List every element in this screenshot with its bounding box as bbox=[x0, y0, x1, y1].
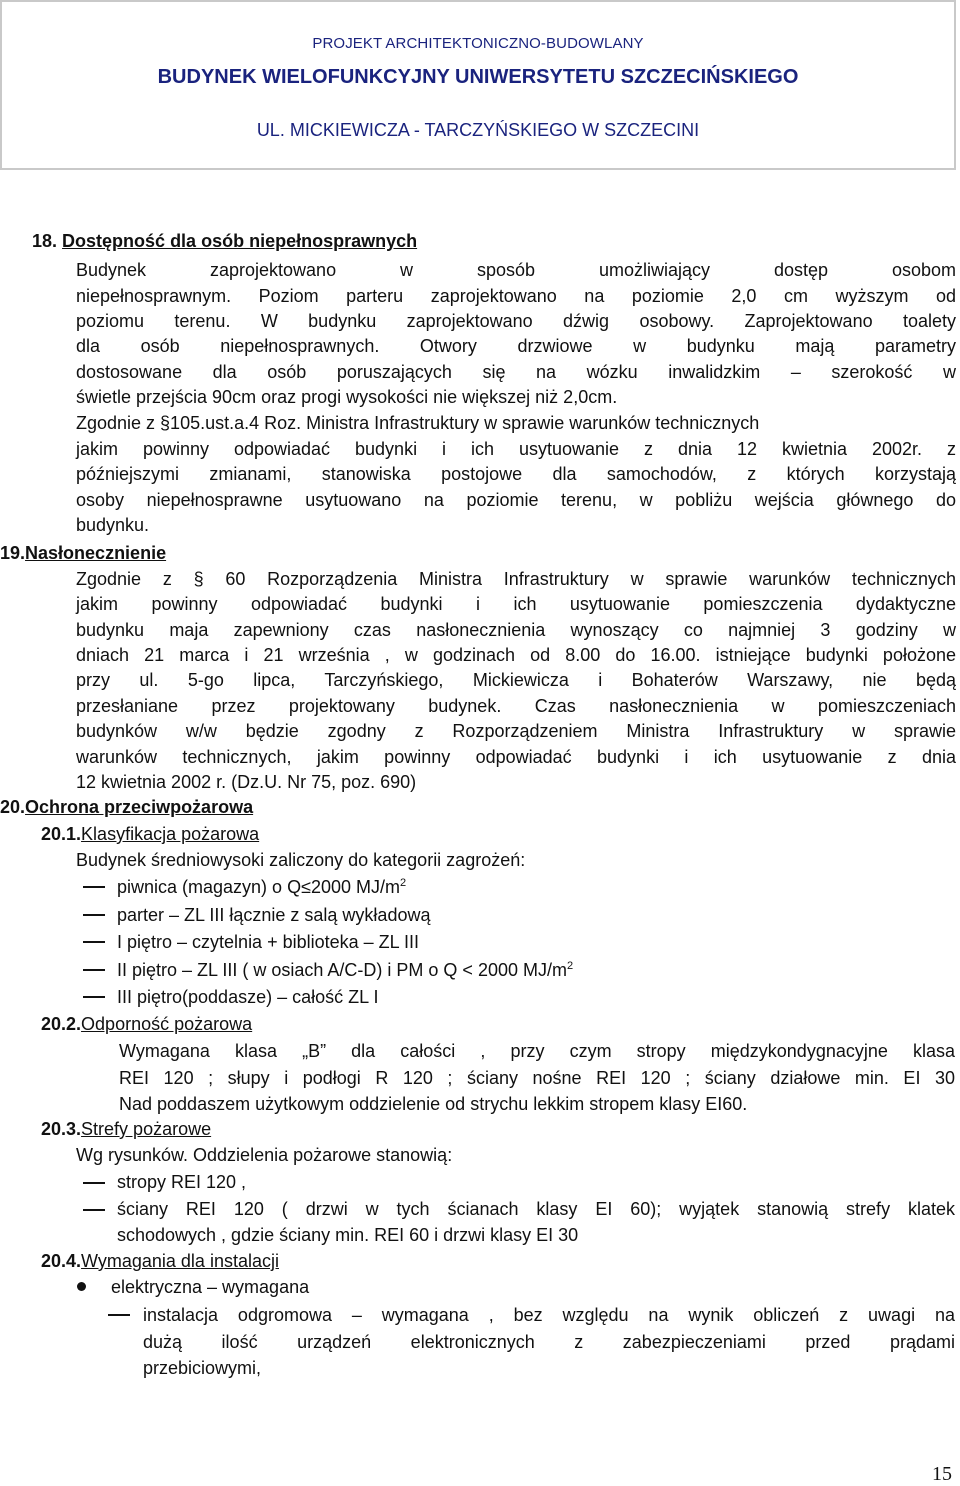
list-item: ściany REI 120 ( drzwi w tych ścianach klasy EI 60); wyjątek stanowią strefy klatek bbox=[117, 1199, 955, 1219]
section-19-line: przesłaniane przez projektowany budynek. Czas nasłonecznienia w pomieszczeniach bbox=[76, 696, 956, 716]
section-19-title: Nasłonecznienie bbox=[25, 543, 167, 563]
list-item: II piętro – ZL III ( w osiach A/C-D) i PM o Q < 2000 $MJ/m^2$ bbox=[117, 960, 574, 980]
section-18-line: Budynek zaprojektowano w sposób umożliwiający dostęp osobom bbox=[76, 260, 956, 280]
dash-bullet-icon bbox=[83, 969, 105, 971]
dash-bullet-icon bbox=[83, 1182, 105, 1184]
subsection-20-1-title: Klasyfikacja pożarowa bbox=[81, 824, 260, 844]
page-number: 15 bbox=[932, 1463, 952, 1485]
subsection-20-1-heading bbox=[41, 823, 259, 845]
list-item-continuation: dużą ilość urządzeń elektronicznych z zabezpieczeniami przed prądami bbox=[143, 1332, 955, 1352]
section-19-number: 19. bbox=[0, 543, 26, 563]
section-19-heading bbox=[0, 542, 166, 564]
section-19-line: przy ul. 5-go lipca, Tarczyńskiego, Mickiewicza i Bohaterów Warszawy, nie będą bbox=[76, 670, 956, 690]
list-item: III piętro(poddasze) – całość ZL I bbox=[117, 987, 379, 1007]
section-18-heading bbox=[32, 230, 417, 252]
section-19-line: warunków technicznych, jakim powinny odpowiadać budynki i ich usytuowanie z dnia bbox=[76, 747, 956, 767]
section-18-line: dostosowane dla osób poruszających się na wózku inwalidzkim – szerokość w bbox=[76, 362, 956, 382]
subsection-20-4-title: Wymagania dla instalacji bbox=[81, 1251, 279, 1271]
section-18-line: dla osób niepełnosprawnych. Otwory drzwiowe w budynku mają parametry bbox=[76, 336, 956, 356]
section-20-title: Ochrona przeciwpożarowa bbox=[25, 797, 254, 817]
section-19-line: Zgodnie z § 60 Rozporządzenia Ministra Infrastruktury w sprawie warunków technicznych bbox=[76, 569, 956, 589]
dash-bullet-icon bbox=[83, 996, 105, 998]
section-19-line: dniach 21 marca i 21 września , w godzinach od 8.00 do 16.00. istniejące budynki położone bbox=[76, 645, 956, 665]
section-18-number: 18. bbox=[32, 231, 58, 251]
section-19-line: jakim powinny odpowiadać budynki i ich usytuowanie pomieszczenia dydaktyczne bbox=[76, 594, 956, 614]
subsection-20-3-number: 20.3. bbox=[41, 1119, 82, 1139]
section-20-heading bbox=[0, 796, 253, 818]
dash-bullet-icon bbox=[83, 886, 105, 888]
subsection-20-2-line: REI 120 ; słupy i podłogi R 120 ; ściany nośne REI 120 ; ściany działowe min. EI 30 bbox=[119, 1068, 955, 1088]
subsection-20-2-number: 20.2. bbox=[41, 1014, 82, 1034]
section-19-line: budynków w/w będzie zgodny z Rozporządzeniem Ministra Infrastruktury w sprawie bbox=[76, 721, 956, 741]
dash-bullet-icon bbox=[83, 914, 105, 916]
section-18-line: poziomu terenu. W budynku zaprojektowano dźwig osobowy. Zaprojektowano toalety bbox=[76, 311, 956, 331]
subsection-20-2-line: Nad poddaszem użytkowym oddzielenie od strychu lekkim stropem klasy EI60. bbox=[119, 1094, 748, 1114]
dash-bullet-icon bbox=[108, 1314, 130, 1316]
section-20-number: 20. bbox=[0, 797, 26, 817]
list-item: instalacja odgromowa – wymagana , bez względu na wynik obliczeń z uwagi na bbox=[143, 1305, 955, 1325]
subsection-20-3-title: Strefy pożarowe bbox=[81, 1119, 212, 1139]
subsection-20-1-intro: Budynek średniowysoki zaliczony do kategorii zagrożeń: bbox=[76, 850, 526, 870]
round-bullet-icon bbox=[77, 1282, 86, 1291]
bullet-item: elektryczna – wymagana bbox=[111, 1277, 310, 1297]
section-18-line: niepełnosprawnym. Poziom parteru zaprojektowano na poziomie 2,0 cm wyższym od bbox=[76, 286, 956, 306]
subsection-20-1-number: 20.1. bbox=[41, 824, 82, 844]
subsection-20-4-number: 20.4. bbox=[41, 1251, 82, 1271]
section-18-line: jakim powinny odpowiadać budynki i ich usytuowanie z dnia 12 kwietnia 2002r. z bbox=[76, 439, 956, 459]
section-19-line: 12 kwietnia 2002 r. (Dz.U. Nr 75, poz. 690) bbox=[76, 772, 417, 792]
list-item-continuation: przebiciowymi, bbox=[143, 1358, 262, 1378]
section-19-line: budynku maja zapewniony czas nasłonecznienia wynoszący co najmniej 3 godziny w bbox=[76, 620, 956, 640]
list-item: stropy REI 120 , bbox=[117, 1172, 247, 1192]
document-header bbox=[0, 0, 956, 170]
header-project-type: PROJEKT ARCHITEKTONICZNO-BUDOWLANY bbox=[312, 35, 644, 52]
list-item: parter – ZL III łącznie z salą wykładową bbox=[117, 905, 431, 925]
list-item-continuation: schodowych , gdzie ściany min. REI 60 i drzwi klasy EI 30 bbox=[117, 1225, 579, 1245]
list-item: I piętro – czytelnia + biblioteka – ZL III bbox=[117, 932, 419, 952]
section-18-line: budynku. bbox=[76, 515, 150, 535]
section-18-line: Zgodnie z §105.ust.a.4 Roz. Ministra Infrastruktury w sprawie warunków technicznych bbox=[76, 413, 760, 433]
subsection-20-4-heading bbox=[41, 1250, 279, 1272]
subsection-20-2-heading bbox=[41, 1013, 252, 1035]
section-18-line: późniejszymi zmianami, stanowiska postojowe dla samochodów, z których korzystają bbox=[76, 464, 956, 484]
dash-bullet-icon bbox=[83, 941, 105, 943]
subsection-20-3-intro: Wg rysunków. Oddzielenia pożarowe stanowią: bbox=[76, 1145, 453, 1165]
header-address: UL. MICKIEWICZA - TARCZYŃSKIEGO W SZCZECINI bbox=[256, 120, 700, 140]
subsection-20-2-line: Wymagana klasa „B” dla całości , przy czym stropy międzykondygnacyjne klasa bbox=[119, 1041, 955, 1061]
list-item: piwnica (magazyn) o Q≤2000 $MJ/m^2$ bbox=[117, 877, 407, 897]
dash-bullet-icon bbox=[83, 1209, 105, 1211]
section-18-line: osoby niepełnosprawne usytuowano na poziomie terenu, w pobliżu wejścia głównego do bbox=[76, 490, 956, 510]
header-building-name: BUDYNEK WIELOFUNKCYJNY UNIWERSYTETU SZCZECIŃSKIEGO bbox=[157, 66, 799, 88]
subsection-20-2-title: Odporność pożarowa bbox=[81, 1014, 253, 1034]
section-18-title: Dostępność dla osób niepełnosprawnych bbox=[62, 231, 418, 251]
section-18-line: świetle przejścia 90cm oraz progi wysokości nie większej niż 2,0cm. bbox=[76, 387, 618, 407]
subsection-20-3-heading bbox=[41, 1118, 211, 1140]
